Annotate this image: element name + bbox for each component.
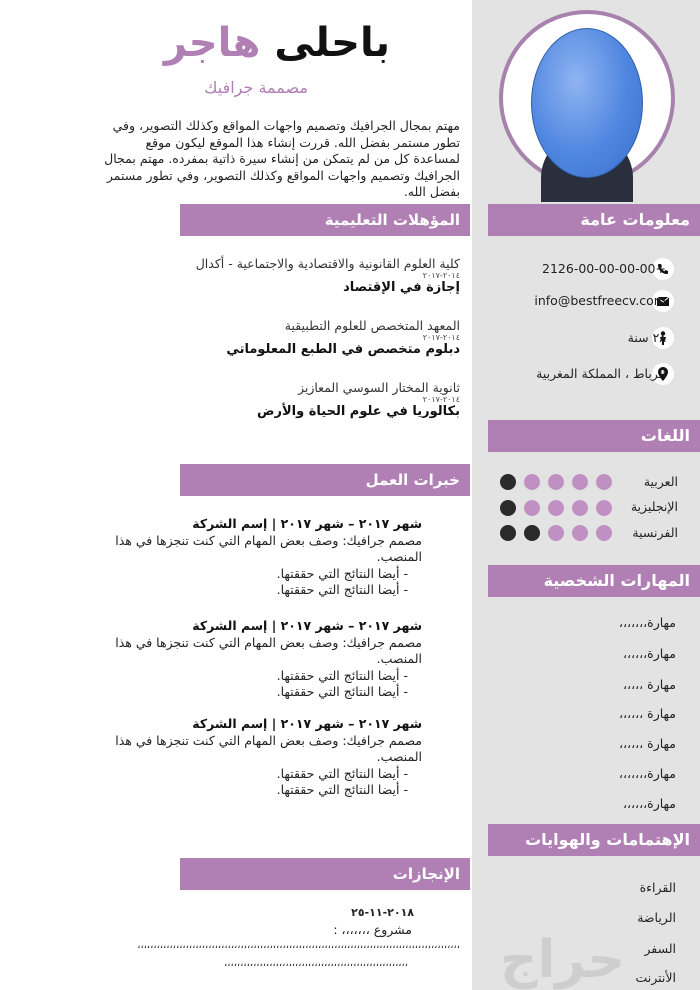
achievement-line: ،،،،،،،،،،،،،،،،،،،،،،،،،،،،،،،،،،،،،،،،،،،،،،،،،،،،،،،،،،،،،،،،،،،،،،،،،،،،،،،،،،،،،،،،،،،،،،،،،،،، [137, 940, 460, 951]
skill-item: مهارة،،،،،،، [618, 615, 676, 630]
language-level-dot [596, 500, 612, 516]
section-header-education: المؤهلات التعليمية [180, 204, 470, 236]
experience-result: - أيضا النتائج التي حققتها. [276, 782, 408, 797]
language-level-dot [596, 474, 612, 490]
watermark-logo: حراج [500, 930, 626, 990]
contact-address: الرباط ، المملكة المغربية [536, 366, 666, 381]
language-name: الإنجليزية [630, 499, 678, 514]
experience-description: مصمم جرافيك: وصف بعض المهام التي كنت تنجزها في هذا المنصب. [115, 532, 422, 564]
hobby-item: القراءة [639, 880, 676, 895]
achievement-line: ،،،،،،،،،،،،،،،،،،،،،،،،،،،،،،،،،،،،،،،،،،،،،،،،،،،،،،،،، [224, 958, 408, 969]
experience-result: - أيضا النتائج التي حققتها. [276, 684, 408, 699]
hobby-item: السفر [644, 941, 676, 956]
full-name [164, 20, 390, 66]
profile-photo [499, 10, 675, 186]
photo-face-blur [531, 28, 643, 178]
experience-item [102, 716, 422, 799]
experience-heading: شهر ٢٠١٧ – شهر ٢٠١٧ | إسم الشركة [192, 516, 422, 531]
language-level-dot [524, 474, 540, 490]
language-level-dot [500, 525, 516, 541]
language-name: العربية [643, 474, 678, 489]
education-degree: إجازة في الإقتصاد [343, 280, 460, 295]
experience-result: - أيضا النتائج التي حققتها. [276, 582, 408, 597]
achievement-date: ٢٠١٨-١١-٢٥ [351, 906, 414, 919]
language-level-dot [572, 474, 588, 490]
education-item [140, 318, 460, 357]
language-level-dot [500, 500, 516, 516]
experience-heading: شهر ٢٠١٧ – شهر ٢٠١٧ | إسم الشركة [192, 618, 422, 633]
education-school: المعهد المتخصص للعلوم التطبيقية [284, 318, 460, 333]
section-header-hobbies: الإهتمامات والهوايات [488, 824, 700, 856]
hobby-item: الأنترنت [635, 970, 676, 985]
job-title: مصممة جرافيك [204, 78, 308, 97]
language-level-dot [572, 500, 588, 516]
language-level-dot [548, 500, 564, 516]
language-level-dot [524, 500, 540, 516]
experience-result: - أيضا النتائج التي حققتها. [276, 565, 408, 581]
section-header-skills: المهارات الشخصية [488, 565, 700, 597]
language-level-dot [548, 525, 564, 541]
first-name: باحلى [274, 20, 390, 66]
summary-paragraph: مهتم بمجال الجرافيك وتصميم واجهات المواقع وكذلك التصوير، وفي تطور مستمر بفضل الله. قررت إنشاء هذا الموقع ليكون موقع لمساعدة كل من لم يتمكن من إنشاء سيرة ذاتية بمفرده. مهتم بمجال الجرافيك وتصميم واجهات المواقع وكذلك التصوير، وفي تطور مستمر بفضل الله. [104, 118, 460, 199]
education-school: كلية العلوم القانونية والاقتصادية والاجتماعية - أكدال [195, 256, 460, 271]
experience-result: - أيضا النتائج التي حققتها. [276, 667, 408, 683]
education-item [140, 380, 460, 419]
education-years: ٢٠١٤-٢٠١٧ [422, 395, 460, 404]
language-level-dot [572, 525, 588, 541]
language-level-dot [524, 525, 540, 541]
achievement-project: مشروع ،،،،،،، : [333, 922, 412, 937]
language-level-dot [596, 525, 612, 541]
hobby-item: الرياضة [637, 910, 676, 925]
contact-age: ٢٨ سنة [627, 330, 666, 345]
section-header-general-info: معلومات عامة [488, 204, 700, 236]
experience-item [102, 618, 422, 701]
skill-item: مهارة ،،،،،، [618, 736, 676, 751]
skill-item: مهارة،،،،،،، [618, 766, 676, 781]
experience-description: مصمم جرافيك: وصف بعض المهام التي كنت تنجزها في هذا المنصب. [115, 634, 422, 666]
section-header-experience: خبرات العمل [180, 464, 470, 496]
last-name: هاجر [163, 20, 261, 66]
education-item [140, 256, 460, 295]
contact-email: info@bestfreecv.com [534, 293, 666, 308]
experience-heading: شهر ٢٠١٧ – شهر ٢٠١٧ | إسم الشركة [192, 716, 422, 731]
education-years: ٢٠١٤-٢٠١٧ [422, 333, 460, 342]
skill-item: مهارة،،،،،، [622, 796, 676, 811]
education-years: ٢٠١٤-٢٠١٧ [422, 271, 460, 280]
contact-phone: +2126-00-00-00-00 [542, 261, 666, 276]
language-level-dot [548, 474, 564, 490]
language-level-dot [500, 474, 516, 490]
skill-item: مهارة ،،،،،، [618, 706, 676, 721]
education-degree: بكالوريا في علوم الحياة والأرض [257, 404, 460, 419]
experience-result: - أيضا النتائج التي حققتها. [276, 765, 408, 781]
skill-item: مهارة ،،،،، [623, 677, 676, 692]
section-header-achievements: الإنجازات [180, 858, 470, 890]
experience-description: مصمم جرافيك: وصف بعض المهام التي كنت تنجزها في هذا المنصب. [115, 732, 422, 764]
experience-item [102, 516, 422, 599]
education-degree: دبلوم متخصص في الطبع المعلوماتي [226, 342, 460, 357]
skill-item: مهارة،،،،،، [622, 646, 676, 661]
education-school: ثانوية المختار السوسي المعازيز [297, 380, 460, 395]
section-header-languages: اللغات [488, 420, 700, 452]
language-name: الفرنسية [632, 525, 678, 540]
